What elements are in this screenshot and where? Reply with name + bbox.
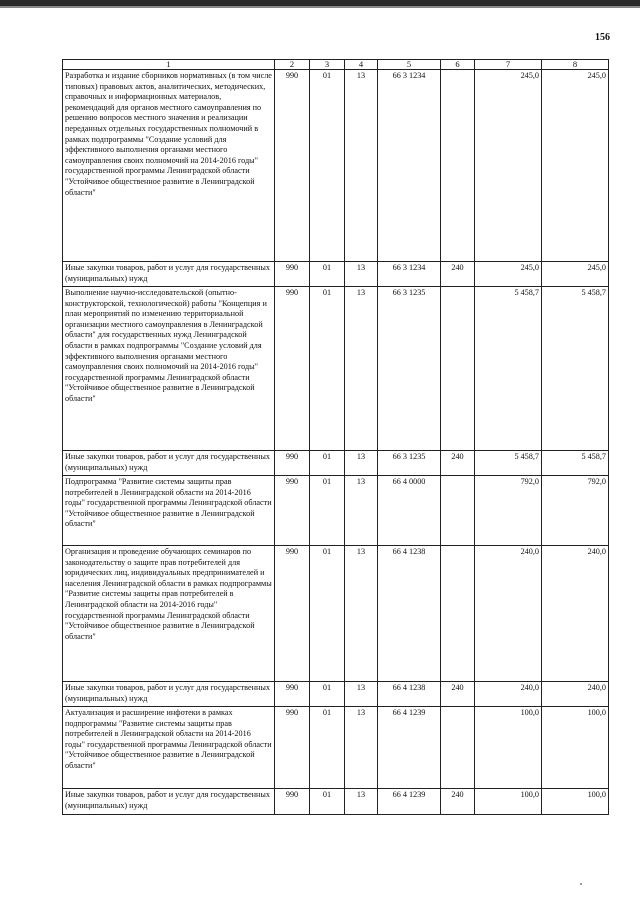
cell-section: 01 <box>310 262 345 287</box>
cell-expense-type: 240 <box>441 789 475 815</box>
cell-expense-type <box>441 287 475 451</box>
scan-speck <box>580 883 582 885</box>
table-row <box>63 70 609 262</box>
cell-target-article: 66 3 1234 <box>378 70 441 262</box>
cell-subsection: 13 <box>345 287 378 451</box>
table-header-row <box>63 60 609 70</box>
row-description: Иные закупки товаров, работ и услуг для государственных (муниципальных) нужд <box>63 682 275 707</box>
header-cell: 5 <box>378 60 441 70</box>
cell-expense-type <box>441 546 475 682</box>
header-cell: 4 <box>345 60 378 70</box>
cell-target-article: 66 3 1235 <box>378 287 441 451</box>
table-row <box>63 682 609 707</box>
cell-expense-type <box>441 476 475 546</box>
cell-target-article: 66 4 1239 <box>378 707 441 789</box>
cell-target-article: 66 4 0000 <box>378 476 441 546</box>
page-number: 156 <box>595 32 610 43</box>
row-description: Выполнение научно-исследовательской (опытно-конструкторской, технологической) работы "Концепция и план мероприятий по изменению территориальной организации местного самоуправления в Ленинградской области" для государственных нужд Ленинградской области в рамках подпрограммы "Создание условий для эффективного выполнения органами местного самоуправления своих полномочий на 2014-2016 годы" государственной программы Ленинградской области "Устойчивое общественное развитие в Ленинградской области" <box>63 287 275 451</box>
header-cell: 6 <box>441 60 475 70</box>
cell-amount-2: 5 458,7 <box>542 287 609 451</box>
budget-table <box>62 59 609 815</box>
cell-ministry-code: 990 <box>275 789 310 815</box>
cell-subsection: 13 <box>345 707 378 789</box>
table-row <box>63 262 609 287</box>
cell-section: 01 <box>310 476 345 546</box>
table-row <box>63 789 609 815</box>
cell-amount-1: 245,0 <box>475 262 542 287</box>
cell-subsection: 13 <box>345 451 378 476</box>
cell-target-article: 66 3 1234 <box>378 262 441 287</box>
cell-amount-2: 245,0 <box>542 262 609 287</box>
table-row <box>63 546 609 682</box>
cell-amount-1: 100,0 <box>475 789 542 815</box>
cell-amount-1: 5 458,7 <box>475 287 542 451</box>
cell-ministry-code: 990 <box>275 451 310 476</box>
cell-section: 01 <box>310 546 345 682</box>
row-description: Организация и проведение обучающих семинаров по законодательству о защите прав потребителей для юридических лиц, индивидуальных предпринимателей и населения Ленинградской области в рамках подпрограммы "Развитие системы защиты прав потребителей в Ленинградской области на 2014-2016 годы" государственной программы Ленинградской области "Устойчивое общественное развитие в Ленинградской области" <box>63 546 275 682</box>
cell-amount-2: 100,0 <box>542 707 609 789</box>
header-cell: 7 <box>475 60 542 70</box>
table-row <box>63 707 609 789</box>
cell-subsection: 13 <box>345 476 378 546</box>
cell-amount-2: 100,0 <box>542 789 609 815</box>
cell-amount-1: 792,0 <box>475 476 542 546</box>
cell-amount-2: 240,0 <box>542 546 609 682</box>
cell-subsection: 13 <box>345 546 378 682</box>
cell-ministry-code: 990 <box>275 476 310 546</box>
row-description: Разработка и издание сборников нормативных (в том числе типовых) правовых актов, аналитических, методических, справочных и информационных материалов, рекомендаций для органов местного самоуправления по решению вопросов местного значения и реализации переданных отдельных государственных полномочий в рамках подпрограммы "Создание условий для эффективного выполнения органами местного самоуправления своих полномочий на 2014-2016 годы" государственной программы Ленинградской области "Устойчивое общественное развитие в Ленинградской области" <box>63 70 275 262</box>
row-description: Подпрограмма "Развитие системы защиты прав потребителей в Ленинградской области на 2014-2016 годы" государственной программы Ленинградской области "Устойчивое общественное развитие в Ленинградской области" <box>63 476 275 546</box>
cell-target-article: 66 4 1238 <box>378 546 441 682</box>
cell-subsection: 13 <box>345 789 378 815</box>
cell-target-article: 66 4 1238 <box>378 682 441 707</box>
header-cell: 3 <box>310 60 345 70</box>
cell-amount-1: 240,0 <box>475 546 542 682</box>
table-row <box>63 476 609 546</box>
cell-subsection: 13 <box>345 70 378 262</box>
cell-amount-2: 5 458,7 <box>542 451 609 476</box>
cell-section: 01 <box>310 451 345 476</box>
cell-expense-type <box>441 707 475 789</box>
cell-section: 01 <box>310 287 345 451</box>
cell-amount-1: 245,0 <box>475 70 542 262</box>
cell-ministry-code: 990 <box>275 682 310 707</box>
cell-ministry-code: 990 <box>275 70 310 262</box>
cell-amount-1: 5 458,7 <box>475 451 542 476</box>
cell-expense-type: 240 <box>441 451 475 476</box>
header-cell: 1 <box>63 60 275 70</box>
cell-amount-1: 240,0 <box>475 682 542 707</box>
cell-target-article: 66 3 1235 <box>378 451 441 476</box>
cell-ministry-code: 990 <box>275 707 310 789</box>
table-row <box>63 287 609 451</box>
cell-amount-2: 245,0 <box>542 70 609 262</box>
row-description: Иные закупки товаров, работ и услуг для государственных (муниципальных) нужд <box>63 262 275 287</box>
header-cell: 2 <box>275 60 310 70</box>
cell-section: 01 <box>310 70 345 262</box>
cell-amount-2: 240,0 <box>542 682 609 707</box>
table-row <box>63 451 609 476</box>
cell-subsection: 13 <box>345 262 378 287</box>
cell-amount-2: 792,0 <box>542 476 609 546</box>
cell-ministry-code: 990 <box>275 546 310 682</box>
cell-expense-type <box>441 70 475 262</box>
cell-amount-1: 100,0 <box>475 707 542 789</box>
cell-section: 01 <box>310 682 345 707</box>
header-cell: 8 <box>542 60 609 70</box>
cell-section: 01 <box>310 707 345 789</box>
cell-subsection: 13 <box>345 682 378 707</box>
row-description: Актуализация и расширение инфотеки в рамках подпрограммы "Развитие системы защиты прав потребителей в Ленинградской области на 2014-2016 годы" государственной программы Ленинградской области "Устойчивое общественное развитие в Ленинградской области" <box>63 707 275 789</box>
row-description: Иные закупки товаров, работ и услуг для государственных (муниципальных) нужд <box>63 451 275 476</box>
cell-section: 01 <box>310 789 345 815</box>
cell-ministry-code: 990 <box>275 262 310 287</box>
cell-target-article: 66 4 1239 <box>378 789 441 815</box>
cell-expense-type: 240 <box>441 682 475 707</box>
scan-top-edge-shadow <box>0 6 640 8</box>
row-description: Иные закупки товаров, работ и услуг для государственных (муниципальных) нужд <box>63 789 275 815</box>
cell-ministry-code: 990 <box>275 287 310 451</box>
cell-expense-type: 240 <box>441 262 475 287</box>
